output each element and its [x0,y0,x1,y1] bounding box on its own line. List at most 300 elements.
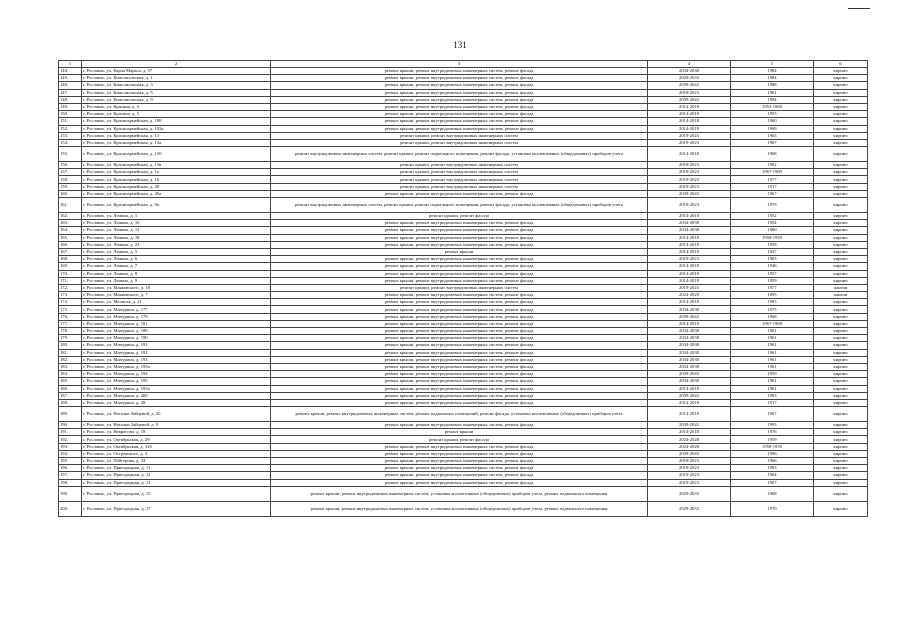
year-cell: 1977 [731,284,814,291]
year-cell: 1984 [731,68,814,75]
material-cell: кирпич [814,183,868,190]
row-number: 197. [59,472,82,479]
table-row [59,234,868,241]
address-cell: г. Рославль, ул. Пригородная, д. 12 [82,472,271,479]
works-cell: ремонт крыши, ремонт внутридомовых инженерных систем, ремонт фасада [271,68,648,75]
works-cell: ремонт крыши, ремонт внутридомовых инженерных систем [271,183,648,190]
year-cell: 1996 [731,450,814,457]
table-row [59,320,868,327]
material-cell: кирпич [814,450,868,457]
table-row [59,385,868,392]
works-cell: ремонт крыши, ремонт внутридомовых инженерных систем, установка коллективных (общедомовых) приборов учета, ремонт подвального помещения [271,486,648,501]
address-cell: г. Рославль, ул. Ленина, д. 12 [82,227,271,234]
period-cell: 2014-2018 [648,213,731,220]
year-cell: 1960 [731,118,814,125]
table-row [59,328,868,335]
period-cell: 2039-2043 [648,190,731,197]
material-cell: кирпич [814,458,868,465]
material-cell: кирпич [814,103,868,110]
period-cell: 2039-2043 [648,313,731,320]
period-cell: 2034-2038 [648,68,731,75]
works-cell: ремонт крыши, ремонт внутридомовых инженерных систем, ремонт фасада [271,306,648,313]
table-row [59,335,868,342]
period-cell: 2024-2028 [648,436,731,443]
works-cell: ремонт внутридомовых инженерных систем, ремонт крыши, ремонт подвального помещения, ремонт фасада, установка коллективных (общедомовых) приборов учета [271,198,648,213]
table-row [59,349,868,356]
address-cell: г. Рославль, ул. Мичурина, д. 191 [82,342,271,349]
year-cell: 1963 [731,392,814,399]
year-cell: 1976 [731,429,814,436]
year-cell: 1961 [731,378,814,385]
period-cell: 2014-2018 [648,263,731,270]
material-cell: кирпич [814,313,868,320]
address-cell: г. Рославль, ул. Красноармейская, д. 13б [82,147,271,162]
year-cell: 1967 [731,407,814,422]
period-cell: 2034-2038 [648,220,731,227]
material-cell: кирпич [814,263,868,270]
table-row [59,472,868,479]
table-row [59,392,868,399]
address-cell: г. Рославль, ул. Ленина, д. 1 [82,213,271,220]
works-cell: ремонт крыши, ремонт внутридомовых инженерных систем, ремонт фасада [271,277,648,284]
period-cell: 2029-2033 [648,486,731,501]
works-cell: ремонт крыши, ремонт внутридомовых инженерных систем, ремонт фасада [271,328,648,335]
works-cell: ремонт крыши, ремонт внутридомовых инженерных систем, ремонт фасада [271,313,648,320]
table-row [59,363,868,370]
table-row [59,436,868,443]
table-row [59,198,868,213]
works-cell: ремонт крыши, ремонт внутридомовых инженерных систем, ремонт фасада [271,472,648,479]
address-cell: г. Рославль, ул. Комсомольская, д. 1 [82,75,271,82]
row-number: 146. [59,82,82,89]
material-cell: кирпич [814,356,868,363]
year-cell: 1964 [731,472,814,479]
address-cell: г. Рославль, ул. Натальи Зайцевой, д. 50 [82,407,271,422]
address-cell: г. Рославль, ул. Мичурина, д. 200 [82,392,271,399]
works-cell: ремонт крыши, ремонт внутридомовых инженерных систем, ремонт фасада [271,378,648,385]
address-cell: г. Рославль, ул. Маяковского, д. 18 [82,284,271,291]
works-cell: ремонт крыши, ремонт внутридомовых инженерных систем, ремонт фасада [271,299,648,306]
address-cell: г. Рославль, ул. Мичурина, д. 192 [82,349,271,356]
row-number: 167. [59,248,82,255]
material-cell: кирпич [814,220,868,227]
works-cell: ремонт крыши, ремонт внутридомовых инженерных систем, ремонт фасада [271,392,648,399]
address-cell: г. Рославль, ул. Натальи Зайцевой, д. 9 [82,422,271,429]
works-cell: ремонт крыши, ремонт внутридомовых инженерных систем, ремонт фасада [271,422,648,429]
table-row [59,422,868,429]
period-cell: 2014-2018 [648,385,731,392]
material-cell: кирпич [814,335,868,342]
table-row [59,75,868,82]
corner-rule [848,8,870,9]
address-cell: г. Рославль, ул. Ленина, д. 7 [82,263,271,270]
table-row [59,89,868,96]
address-cell: г. Рославль, ул. Красноармейская, д. 102а [82,125,271,132]
material-cell: кирпич [814,363,868,370]
works-cell: ремонт крыши, ремонт внутридомовых инженерных систем [271,139,648,146]
row-number: 196. [59,465,82,472]
table-row [59,256,868,263]
year-cell: 1958 [731,241,814,248]
address-cell: г. Рославль, ул. Ленина, д. 23 [82,241,271,248]
works-cell: ремонт крыши, ремонт внутридомовых инженерных систем, ремонт фасада [271,82,648,89]
period-cell: 2019-2023 [648,198,731,213]
row-number: 171. [59,277,82,284]
year-cell: 1967 [731,139,814,146]
address-cell: г. Рославль, ул. Красноармейская, д. 13а [82,139,271,146]
material-cell: кирпич [814,385,868,392]
works-cell: ремонт внутридомовых инженерных систем, ремонт крыши, ремонт подвального помещения, ремонт фасада, установка коллективных (общедомовых) приборов учета [271,147,648,162]
period-cell: 2014-2018 [648,118,731,125]
material-cell: кирпич [814,306,868,313]
material-cell: кирпич [814,147,868,162]
year-cell: 1953-1960 [731,103,814,110]
year-cell: 1969 [731,125,814,132]
address-cell: г. Рославль, ул. Комсомольская, д. 9 [82,96,271,103]
table-row [59,111,868,118]
address-cell: г. Рославль, ул. Ленина, д. 8 [82,270,271,277]
row-number: 157. [59,169,82,176]
material-cell: кирпич [814,169,868,176]
year-cell: 1984 [731,75,814,82]
year-cell: 1975 [731,306,814,313]
table-row [59,465,868,472]
address-cell: г. Рославль, ул. Мичурина, д. 195 [82,378,271,385]
period-cell: 2019-2023 [648,256,731,263]
material-cell: кирпич [814,132,868,139]
works-cell: ремонт крыши, ремонт внутридомовых инженерных систем, ремонт фасада [271,356,648,363]
row-number: 172. [59,284,82,291]
year-cell: 1955 [731,111,814,118]
address-cell: г. Рославль, ул. Ленина, д. 18 [82,234,271,241]
table-row [59,183,868,190]
material-cell: кирпич [814,89,868,96]
address-cell: г. Рославль, ул. Красноармейская, д. 13в [82,162,271,169]
address-cell: г. Рославль, ул. Мичурина, д. 177 [82,306,271,313]
address-cell: г. Рославль, ул. Красноармейская, д. 13 [82,132,271,139]
row-number: 200. [59,501,82,516]
row-number: 160. [59,190,82,197]
row-number: 152. [59,125,82,132]
column-header: 1 [59,61,82,68]
period-cell: 2019-2023 [648,176,731,183]
row-number: 156. [59,162,82,169]
year-cell: 1985 [731,299,814,306]
year-cell: 1961 [731,89,814,96]
table-row [59,371,868,378]
address-cell: г. Рославль, ул. Октябрьская, д. 29 [82,436,271,443]
address-cell: г. Рославль, ул. Мичурина, д. 179 [82,313,271,320]
table-row [59,125,868,132]
material-cell: кирпич [814,320,868,327]
table-row [59,378,868,385]
works-cell: ремонт крыши, ремонт внутридомовых инженерных систем, ремонт фасада [271,363,648,370]
table-row [59,241,868,248]
address-cell: г. Рославль, ул. Ленина, д. 9 [82,277,271,284]
period-cell: 2014-2018 [648,407,731,422]
year-cell: 1959 [731,371,814,378]
table-row [59,284,868,291]
row-number: 153. [59,132,82,139]
period-cell: 2034-2038 [648,328,731,335]
table-row [59,82,868,89]
row-number: 161. [59,198,82,213]
address-cell: г. Рославль, ул. Пайгерова, д. 24 [82,458,271,465]
table-row [59,342,868,349]
works-cell: ремонт крыши, ремонт внутридомовых инженерных систем, ремонт фасада [271,342,648,349]
address-cell: г. Рославль, ул. Красноармейская, д. 49 [82,183,271,190]
row-number: 169. [59,263,82,270]
period-cell: 2014-2018 [648,111,731,118]
material-cell: кирпич [814,486,868,501]
period-cell: 2014-2018 [648,103,731,110]
year-cell: 1947 [731,248,814,255]
year-cell: 1917 [731,183,814,190]
works-cell: ремонт крыши, ремонт внутридомовых инженерных систем, ремонт фасада [271,125,648,132]
row-number: 192. [59,436,82,443]
period-cell: 2019-2023 [648,465,731,472]
address-cell: г. Рославль, ул. Мелиоза, д. 21 [82,299,271,306]
table-header-row [59,61,868,68]
period-cell: 2014-2018 [648,147,731,162]
row-number: 159. [59,183,82,190]
address-cell: г. Рославль, ул. Островского, д. 3 [82,450,271,457]
period-cell: 2034-2038 [648,227,731,234]
address-cell: г. Рославль, ул. Мичурина, д. 193а [82,363,271,370]
year-cell: 1960 [731,227,814,234]
material-cell: кирпич [814,378,868,385]
works-cell: ремонт крыши, ремонт внутридомовых инженерных систем, ремонт фасада [271,103,648,110]
works-cell: ремонт крыши, ремонт внутридомовых инженерных систем, ремонт фасада [271,75,648,82]
works-cell: ремонт крыши, ремонт внутридомовых инженерных систем, ремонт фасада [271,256,648,263]
period-cell: 2024-2028 [648,443,731,450]
address-cell: г. Рославль, ул. Красноармейская, д. 16 [82,176,271,183]
material-cell: кирпич [814,299,868,306]
period-cell: 2019-2023 [648,139,731,146]
row-number: 187. [59,392,82,399]
material-cell: кирпич [814,392,868,399]
material-cell: кирпич [814,429,868,436]
table-row [59,277,868,284]
address-cell: г. Рославль, ул. Мичурина, д. 195а [82,385,271,392]
table-row [59,407,868,422]
works-cell: ремонт крыши, ремонт внутридомовых инженерных систем, ремонт фасада [271,96,648,103]
period-cell: 2014-2018 [648,429,731,436]
period-cell: 2019-2023 [648,284,731,291]
material-cell: кирпич [814,501,868,516]
year-cell: 1963 [731,465,814,472]
works-cell: ремонт крыши, ремонт внутридомовых инженерных систем [271,132,648,139]
period-cell: 2019-2023 [648,183,731,190]
address-cell: г. Рославль, ул. Мичурина, д. 181 [82,320,271,327]
year-cell: 1954 [731,220,814,227]
table-row [59,306,868,313]
period-cell: 2019-2023 [648,89,731,96]
table-row [59,147,868,162]
works-cell: ремонт крыши, ремонт внутридомовых инженерных систем, ремонт фасада [271,270,648,277]
material-cell: кирпич [814,270,868,277]
period-cell: 2034-2038 [648,349,731,356]
year-cell: 1966 [731,458,814,465]
year-cell: 1967-1968 [731,320,814,327]
works-cell: ремонт крыши, ремонт внутридомовых инженерных систем [271,169,648,176]
table-row [59,429,868,436]
address-cell: г. Рославль, ул. Мичурина, д. 190 [82,335,271,342]
table-row [59,443,868,450]
material-cell: кирпич [814,465,868,472]
year-cell: 1961 [731,363,814,370]
table-row [59,227,868,234]
address-cell: г. Рославль, ул. Красноармейская, д. 49а [82,190,271,197]
material-cell: кирпич [814,472,868,479]
period-cell: 2034-2038 [648,378,731,385]
material-cell: кирпич [814,82,868,89]
row-number: 190. [59,422,82,429]
period-cell: 2014-2018 [648,234,731,241]
works-cell: ремонт крыши, ремонт внутридомовых инженерных систем, ремонт фасада [271,320,648,327]
material-cell: кирпич [814,198,868,213]
table-row [59,399,868,406]
table-row [59,479,868,486]
row-number: 183. [59,363,82,370]
material-cell: кирпич [814,422,868,429]
period-cell: 2029-2033 [648,75,731,82]
year-cell: 1957 [731,270,814,277]
year-cell: 1952 [731,213,814,220]
row-number: 163. [59,220,82,227]
period-cell: 2014-2018 [648,299,731,306]
year-cell: 1963 [731,256,814,263]
year-cell: 1994 [731,96,814,103]
address-cell: г. Рославль, ул. Пригородная, д. 17 [82,501,271,516]
year-cell: 1968 [731,486,814,501]
period-cell: 2034-2038 [648,363,731,370]
material-cell: панели [814,284,868,291]
address-cell: г. Рославль, ул. Пригородная, д. 11 [82,465,271,472]
year-cell: 1982 [731,162,814,169]
period-cell: 2014-2018 [648,277,731,284]
table-row [59,103,868,110]
works-cell: ремонт крыши, ремонт внутридомовых инженерных систем, ремонт фасада [271,111,648,118]
row-number: 164. [59,227,82,234]
period-cell: 2039-2043 [648,371,731,378]
table-row [59,176,868,183]
address-cell: г. Рославль, ул. Красноармейская, д. 100 [82,118,271,125]
works-cell: ремонт крыши, ремонт внутридомовых инженерных систем, ремонт фасада [271,89,648,96]
row-number: 173. [59,292,82,299]
row-number: 179. [59,335,82,342]
works-cell: ремонт крыши, ремонт внутридомовых инженерных систем, ремонт фасада [271,479,648,486]
row-number: 147. [59,89,82,96]
period-cell: 2019-2023 [648,472,731,479]
table-row [59,263,868,270]
address-cell: г. Рославль, ул. Мичурина, д. 193 [82,356,271,363]
year-cell: 1979 [731,198,814,213]
table-row [59,248,868,255]
row-number: 199. [59,486,82,501]
address-cell: г. Рославль, ул. Ленина, д. 6 [82,256,271,263]
material-cell: кирпич [814,256,868,263]
table-row [59,96,868,103]
row-number: 144. [59,68,82,75]
works-cell: ремонт крыши, ремонт фасада [271,436,648,443]
works-cell: ремонт крыши, ремонт внутридомовых инженерных систем, ремонт фасада [271,443,648,450]
works-cell: ремонт крыши, ремонт внутридомовых инженерных систем, ремонт фасада [271,234,648,241]
address-cell: г. Рославль, ул. Ленина, д. 10 [82,220,271,227]
material-cell: кирпич [814,234,868,241]
material-cell: кирпич [814,371,868,378]
material-cell: кирпич [814,328,868,335]
year-cell: 1967 [731,479,814,486]
period-cell: 2014-2018 [648,125,731,132]
table-row [59,169,868,176]
works-cell: ремонт крыши, ремонт внутридомовых инженерных систем, ремонт фасада [271,399,648,406]
address-cell: г. Рославль, ул. Карла Маркса, д. 57 [82,68,271,75]
works-cell: ремонт крыши, ремонт фасада [271,213,648,220]
works-cell: ремонт крыши, ремонт внутридомовых инженерных систем [271,176,648,183]
table-row [59,501,868,516]
works-cell: ремонт крыши, ремонт внутридомовых инженерных систем, ремонт фасада [271,292,648,299]
works-cell: ремонт крыши, ремонт внутридомовых инженерных систем, ремонт фасада [271,118,648,125]
table-row [59,220,868,227]
period-cell: 2034-2038 [648,342,731,349]
address-cell: г. Рославль, ул. Маяковского, д. 7 [82,292,271,299]
row-number: 191. [59,429,82,436]
period-cell: 2014-2018 [648,248,731,255]
works-cell: ремонт крыши, ремонт внутридомовых инженерных систем, ремонт фасада [271,220,648,227]
material-cell: кирпич [814,479,868,486]
row-number: 194. [59,450,82,457]
address-cell: г. Рославль, ул. Комсомольская, д. 3 [82,82,271,89]
table-row [59,299,868,306]
material-cell: кирпич [814,241,868,248]
period-cell: 2014-2018 [648,241,731,248]
period-cell: 2019-2023 [648,479,731,486]
material-cell: кирпич [814,248,868,255]
year-cell: 1967 [731,190,814,197]
period-cell: 2039-2043 [648,422,731,429]
row-number: 184. [59,371,82,378]
address-cell: г. Рославль, ул. Красноармейская, д. 1а [82,169,271,176]
address-cell: г. Рославль, ул. Некрасова, д. 18 [82,429,271,436]
address-cell: г. Рославль, ул. Мичурина, д. 28 [82,399,271,406]
year-cell: 1961 [731,356,814,363]
table-row [59,458,868,465]
year-cell: 1961 [731,349,814,356]
table-row [59,313,868,320]
works-cell: ремонт крыши, ремонт внутридомовых инженерных систем, ремонт фасада [271,190,648,197]
year-cell: 1917 [731,399,814,406]
works-cell: ремонт крыши, ремонт внутридомовых инженерных систем, ремонт фасада [271,450,648,457]
material-cell: кирпич [814,407,868,422]
period-cell: 2034-2038 [648,306,731,313]
table-row [59,450,868,457]
row-number: 166. [59,241,82,248]
year-cell: 1993 [731,422,814,429]
table-row [59,213,868,220]
year-cell: 1959 [731,277,814,284]
year-cell: 1970 [731,501,814,516]
year-cell: 1959 [731,436,814,443]
works-cell: ремонт крыши, ремонт внутридомовых инженерных систем, ремонт фасада [271,371,648,378]
material-cell: кирпич [814,213,868,220]
column-header: 2 [82,61,271,68]
works-cell: ремонт крыши, ремонт внутридомовых инженерных систем, ремонт фасада [271,458,648,465]
row-number: 168. [59,256,82,263]
address-cell: г. Рославль, ул. Пригородная, д. 13 [82,479,271,486]
period-cell: 2019-2023 [648,162,731,169]
works-cell: ремонт крыши, ремонт внутридомовых инженерных систем, ремонт фасада [271,263,648,270]
